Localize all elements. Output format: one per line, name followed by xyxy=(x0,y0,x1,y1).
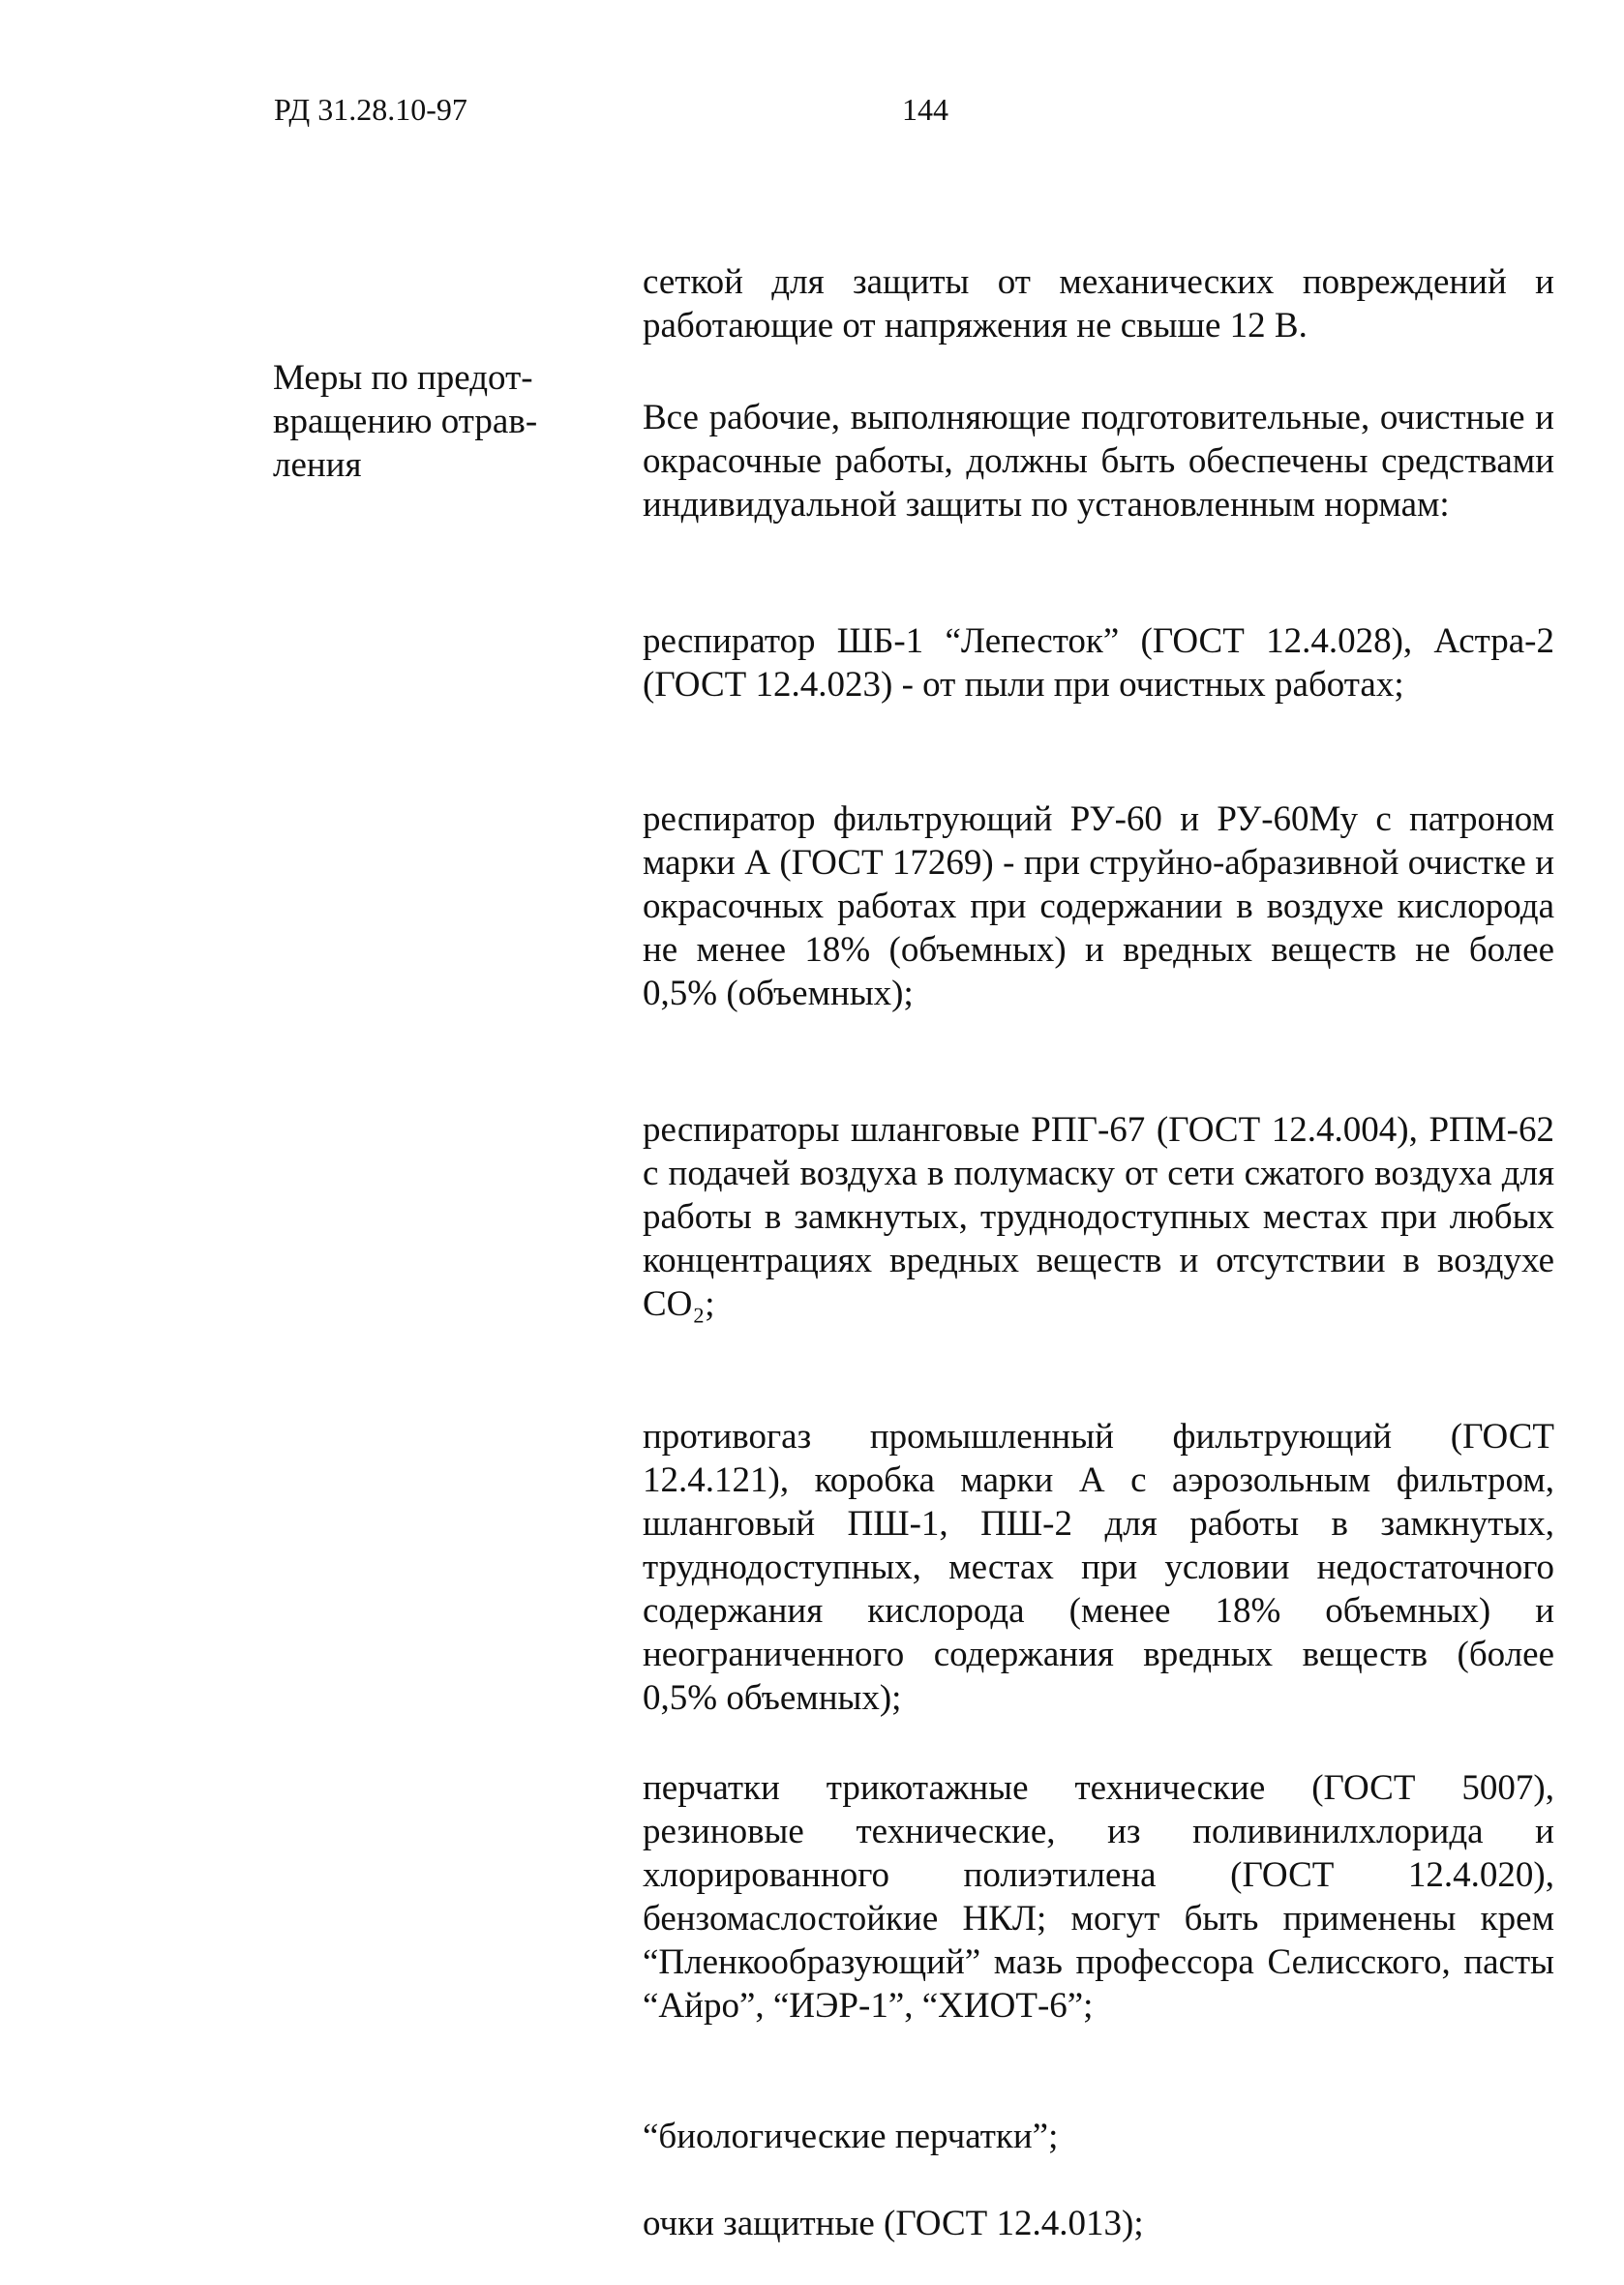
paragraph-intro: Все рабочие, выполняющие подготовительные, очистные и окрасочные работы, должны быть обеспечены средствами индивидуальной защиты по установленным нормам: xyxy=(643,398,1554,525)
list-item-respirator-shb1: респиратор ШБ-1 “Лепесток” (ГОСТ 12.4.028), Астра-2 (ГОСТ 12.4.023) - от пыли при очистных работах; xyxy=(643,621,1554,705)
list-item-goggles: очки защитные (ГОСТ 12.4.013); xyxy=(643,2204,1144,2243)
list-item-respirator-ru60: респиратор фильтрующий РУ-60 и РУ-60Му с патроном марки А (ГОСТ 17269) - при струйно-абразивной очистке и окрасочных работах при содержании в воздухе кислорода не менее 18% (объемных) и вредных веществ не более 0,5% (объемных); xyxy=(643,799,1554,1013)
list-item-gloves: перчатки трикотажные технические (ГОСТ 5007), резиновые технические, из поливинилхлорида и хлорированного полиэтилена (ГОСТ 12.4.020), бензомаслостойкие НКЛ; могут быть применены крем “Пленкообразующий” мазь профессора Селисского, пасты “Айро”, “ИЭР-1”, “ХИОТ-6”; xyxy=(643,1768,1554,2026)
list-item-respirator-hose: респираторы шланговые РПГ-67 (ГОСТ 12.4.004), РПМ-62 с подачей воздуха в полумаску от сети сжатого воздуха для работы в замкнутых, труднодоступных местах при любых концентрациях вредных веществ и отсутствии в воздухе СО₂; xyxy=(643,1110,1554,1324)
list-item-gas-mask: противогаз промышленный фильтрующий (ГОСТ 12.4.121), коробка марки А с аэрозольным фильтром, шланговый ПШ-1, ПШ-2 для работы в замкнутых, труднодоступных, местах при условии недостаточного содержания кислорода (менее 18% объемных) и неограниченного содержания вредных веществ (более 0,5% объемных); xyxy=(643,1417,1554,1718)
list-item-bio-gloves: “биологические перчатки”; xyxy=(643,2117,1059,2156)
paragraph-continuation: сеткой для защиты от механических повреждений и работающие от напряжения не свыше 12 В. xyxy=(643,262,1554,346)
page-number: 144 xyxy=(902,92,948,127)
document-code: РД 31.28.10-97 xyxy=(274,92,467,127)
section-heading: Меры по предот- вращению отрав- ления xyxy=(273,358,538,485)
